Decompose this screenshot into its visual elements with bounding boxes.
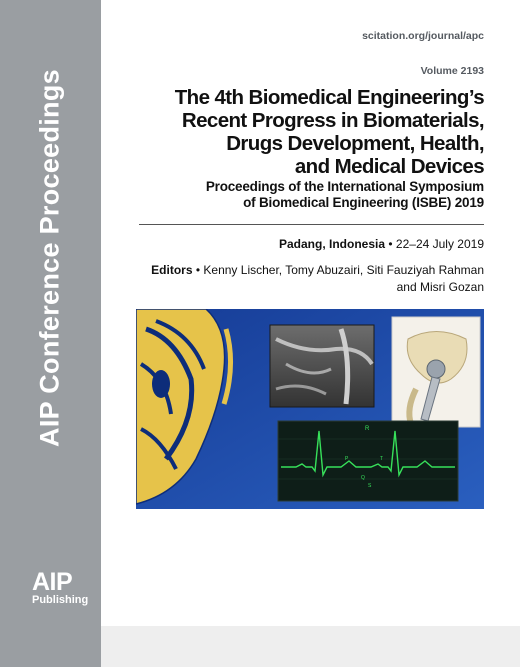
title-line: Recent Progress in Biomaterials, <box>181 109 484 132</box>
title-line: Drugs Development, Health, <box>226 132 484 155</box>
aip-logo-sub: Publishing <box>32 594 89 606</box>
editors <box>124 262 484 296</box>
ecg-monitor <box>278 421 458 501</box>
title-line: The 4th Biomedical Engineering’s <box>174 86 484 109</box>
editors-label: Editors <box>151 263 193 277</box>
venue-line <box>279 237 484 251</box>
title-block <box>104 86 484 211</box>
cover-artwork <box>136 309 484 509</box>
editors-names: Kenny Lischer, Tomy Abuzairi, Siti Fauziyah Rahman <box>203 263 484 277</box>
hip-implant-illustration <box>392 317 480 427</box>
proceedings-subtitle <box>104 179 484 211</box>
title-line: and Medical Devices <box>294 155 484 178</box>
aip-publishing-logo <box>32 568 89 607</box>
series-title: AIP Conference Proceedings <box>34 69 65 447</box>
journal-url: scitation.org/journal/apc <box>362 30 484 42</box>
spine <box>0 0 101 667</box>
ecg-label-q: Q <box>361 475 365 481</box>
bottom-band <box>101 626 520 667</box>
subtitle-line: of Biomedical Engineering (ISBE) 2019 <box>243 195 484 210</box>
editors-names-2: and Misri Gozan <box>396 280 484 294</box>
volume-number: Volume 2193 <box>420 65 484 77</box>
artwork-svg <box>136 309 484 509</box>
divider-rule <box>139 224 484 225</box>
ecg-label-p: P <box>345 456 349 462</box>
editors-separator: • <box>195 263 201 277</box>
location: Padang, Indonesia <box>279 237 386 251</box>
venue-separator: • <box>388 237 393 251</box>
xray-image <box>270 325 374 407</box>
ecg-label-r: R <box>365 426 370 432</box>
subtitle-line: Proceedings of the International Symposium <box>205 179 484 194</box>
dates: 22–24 July 2019 <box>395 237 484 251</box>
aip-logo-text: AIP <box>32 568 73 596</box>
proceedings-title <box>104 86 484 178</box>
ecg-label-s: S <box>368 483 372 489</box>
ecg-label-t: T <box>380 456 384 462</box>
